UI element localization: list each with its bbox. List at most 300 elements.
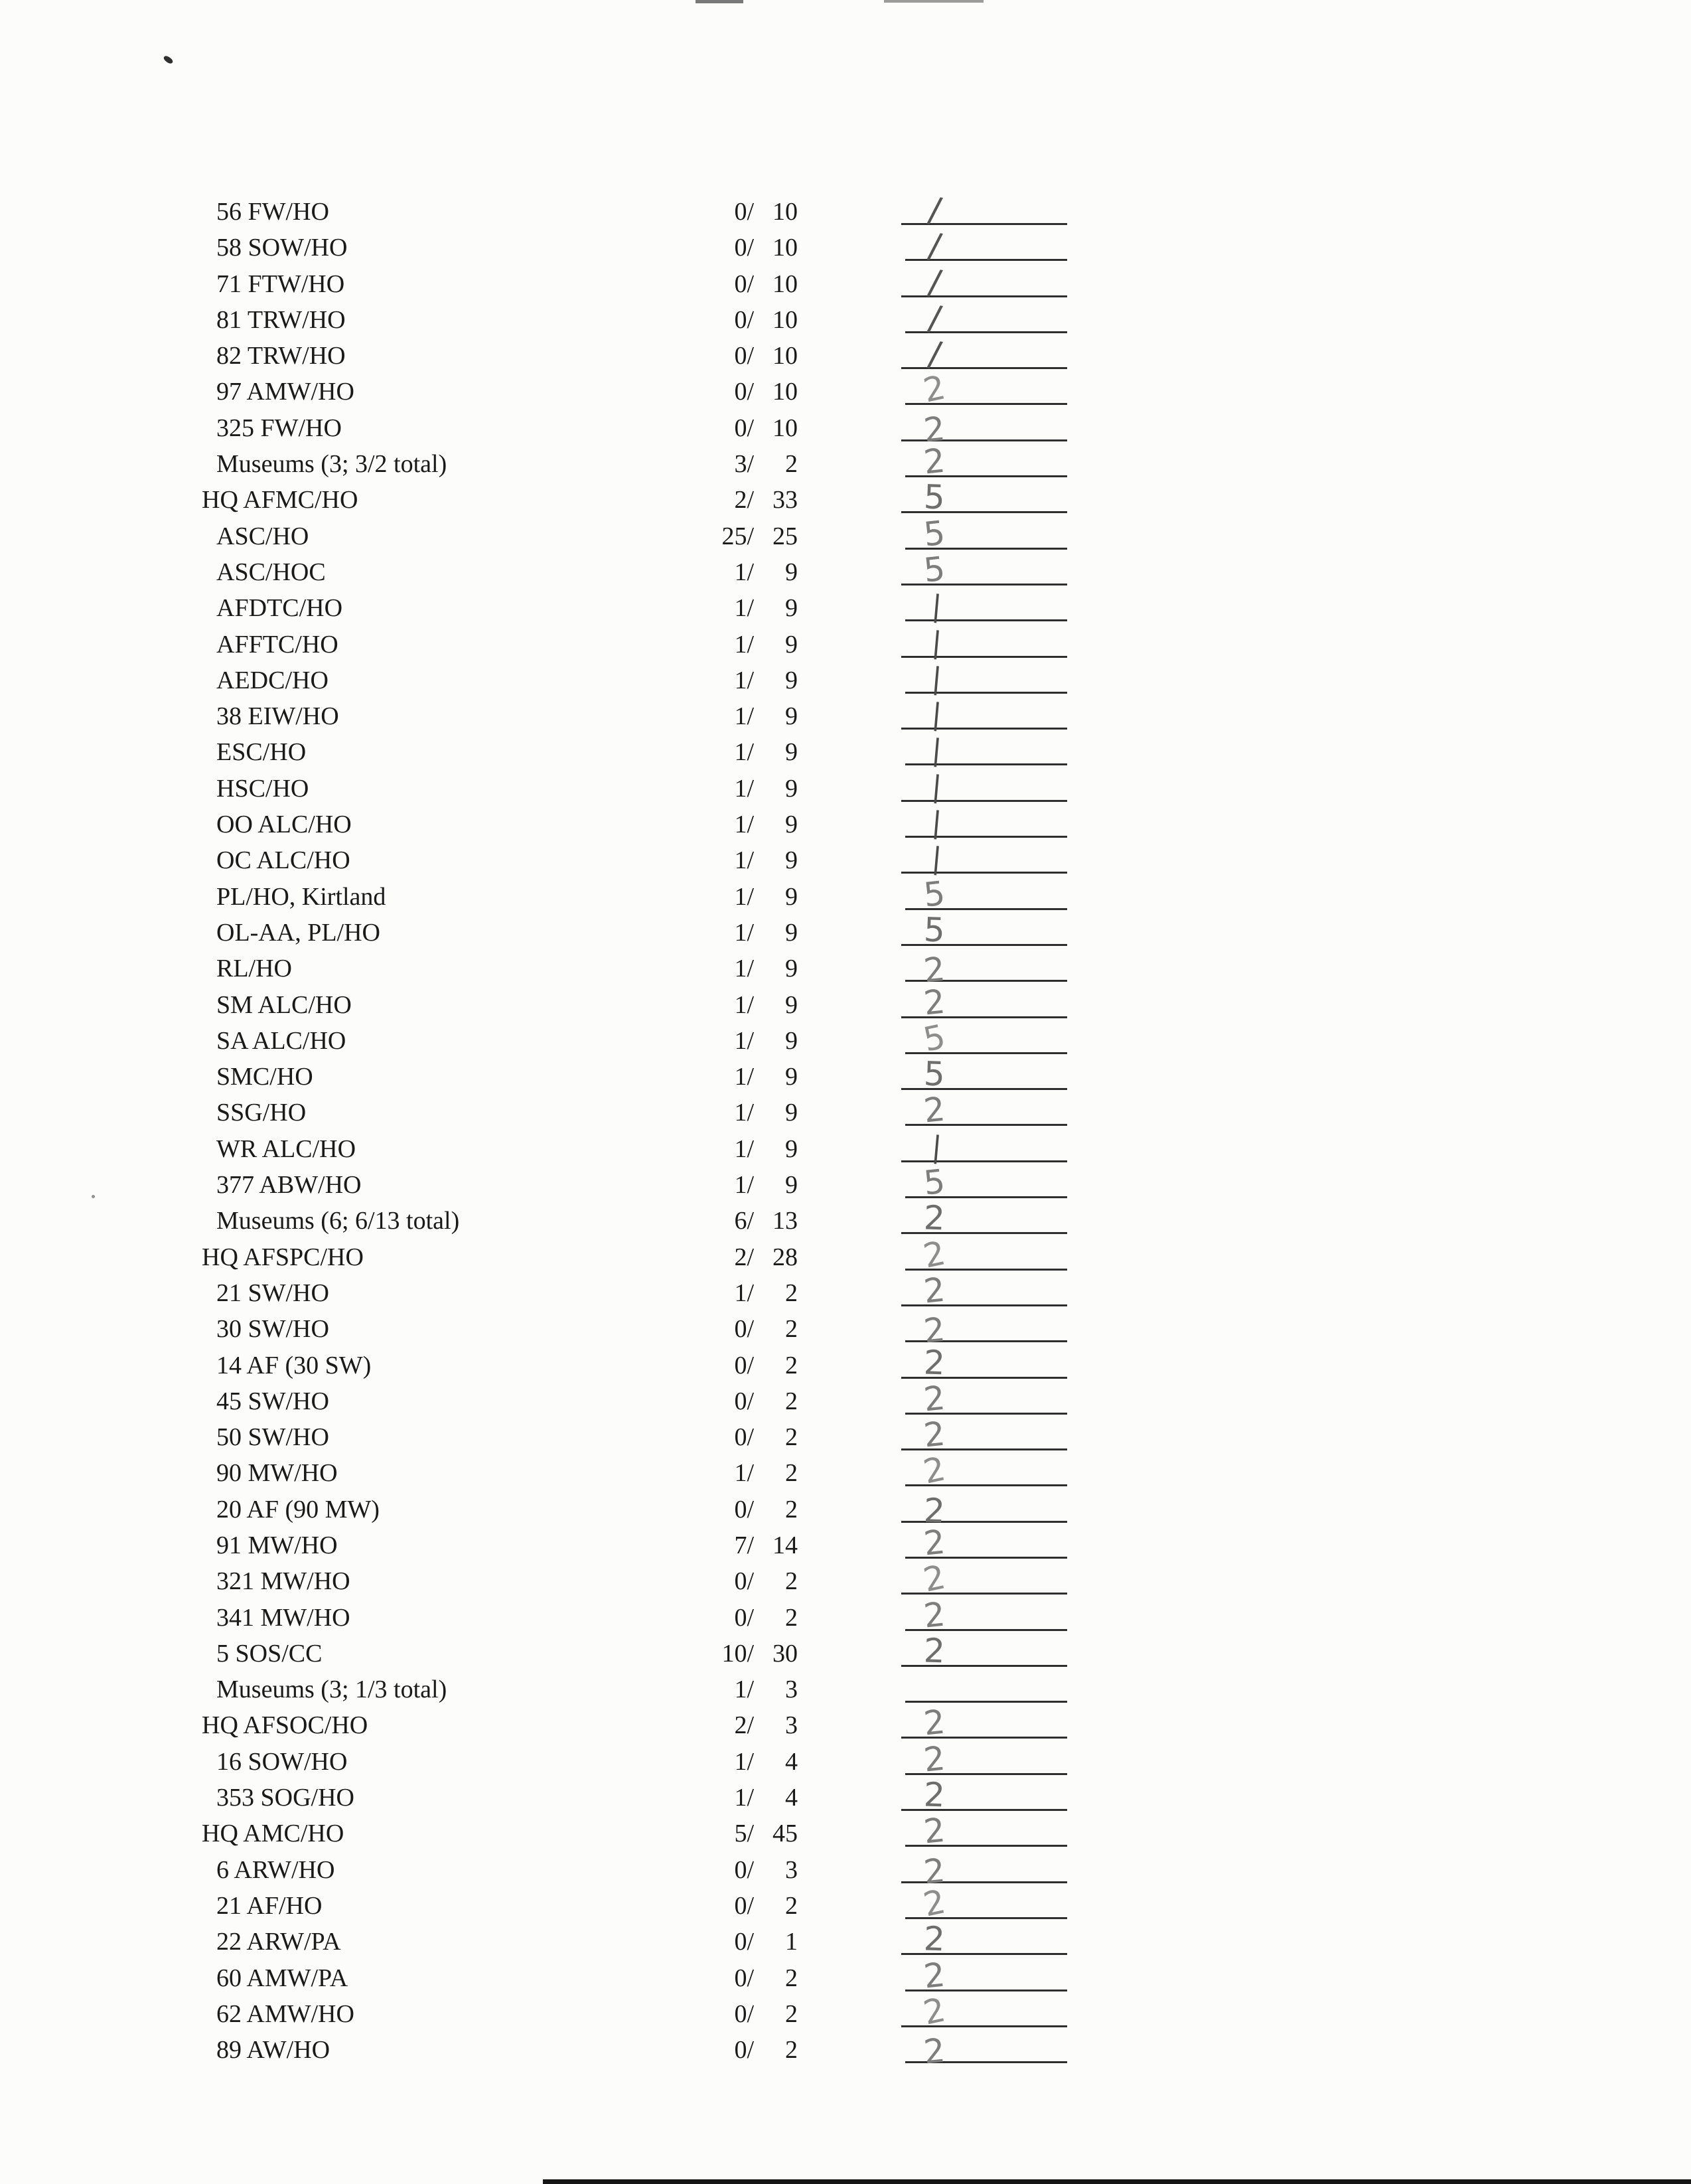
score-numerator: 0/ <box>734 1999 754 2028</box>
score-denominator: 2 <box>785 1567 798 1596</box>
score-numerator: 1/ <box>734 990 754 1019</box>
handwritten-mark: 2 <box>922 2031 947 2072</box>
score-denominator: 9 <box>785 1171 798 1200</box>
score-denominator: 2 <box>785 1459 798 1488</box>
score-numerator: 0/ <box>734 1315 754 1344</box>
score-numerator: 1/ <box>734 594 754 623</box>
score-denominator: 28 <box>772 1243 798 1271</box>
table-row <box>0 477 1691 518</box>
score-fraction <box>657 915 810 951</box>
table-row <box>0 771 1691 807</box>
score-numerator: 1/ <box>734 1134 754 1163</box>
handwritten-mark: / <box>925 189 944 232</box>
score-fraction <box>657 1348 810 1383</box>
table-row <box>0 368 1691 411</box>
score-denominator: 4 <box>785 1747 798 1776</box>
score-denominator: 9 <box>785 1099 798 1127</box>
handwritten-mark: 2 <box>920 1882 949 1924</box>
scan-edge-artifact <box>696 0 743 3</box>
handwritten-mark: / <box>925 262 944 303</box>
score-numerator: 1/ <box>734 1171 754 1200</box>
handwritten-mark: 2 <box>920 1557 949 1600</box>
score-fraction <box>657 1852 810 1888</box>
score-denominator: 45 <box>772 1820 798 1848</box>
score-fraction <box>657 842 810 878</box>
table-row <box>0 1449 1691 1492</box>
handwritten-mark: 5 <box>922 874 947 915</box>
score-fraction <box>657 1996 810 2032</box>
handwritten-mark: | <box>930 697 944 732</box>
score-denominator: 2 <box>785 1423 798 1452</box>
score-numerator: 1/ <box>734 738 754 767</box>
score-denominator: 3 <box>785 1855 798 1884</box>
table-row <box>0 1595 1691 1636</box>
table-row <box>0 1775 1691 1816</box>
fill-in-line <box>905 619 1067 621</box>
handwritten-mark: 2 <box>920 368 949 411</box>
table-row <box>0 982 1691 1023</box>
handwritten-mark: | <box>930 733 944 769</box>
table-row <box>0 1162 1691 1203</box>
handwritten-mark: 2 <box>922 1270 947 1311</box>
handwritten-mark: 5 <box>922 477 946 517</box>
table-row <box>0 1491 1691 1531</box>
score-numerator: 1/ <box>734 558 754 586</box>
table-row <box>0 1233 1691 1276</box>
table-row <box>0 262 1691 303</box>
table-row <box>0 1414 1691 1455</box>
score-denominator: 9 <box>785 738 798 767</box>
score-fraction <box>657 807 810 842</box>
score-denominator: 10 <box>772 342 798 370</box>
table-row <box>0 663 1691 698</box>
score-denominator: 9 <box>785 955 798 983</box>
unit-name: 377 ABW/HO <box>216 1171 362 1200</box>
unit-name: 58 SOW/HO <box>216 234 348 262</box>
unit-name: ASC/HO <box>216 522 309 550</box>
unit-name: 56 FW/HO <box>216 198 329 226</box>
pen-speck <box>163 54 174 64</box>
score-fraction <box>657 410 810 446</box>
handwritten-mark: | <box>930 841 944 876</box>
handwritten-mark: | <box>930 1130 944 1165</box>
score-denominator: 2 <box>785 1315 798 1344</box>
unit-name: HQ AFMC/HO <box>202 486 358 514</box>
handwritten-mark: 2 <box>922 982 947 1023</box>
handwritten-mark: 2 <box>922 1595 947 1636</box>
table-row <box>0 409 1691 450</box>
unit-name: AEDC/HO <box>216 666 329 694</box>
score-denominator: 33 <box>772 486 798 514</box>
unit-name: 97 AMW/HO <box>216 378 354 406</box>
score-denominator: 1 <box>785 1928 798 1956</box>
handwritten-mark: 2 <box>922 1089 947 1131</box>
table-row <box>0 513 1691 554</box>
score-numerator: 0/ <box>734 1603 754 1632</box>
score-fraction <box>657 627 810 663</box>
fill-in-line <box>901 656 1067 658</box>
fill-in-line <box>901 872 1067 874</box>
score-fraction <box>657 302 810 338</box>
score-numerator: 1/ <box>734 630 754 659</box>
score-denominator: 14 <box>772 1531 798 1559</box>
score-fraction <box>657 1780 810 1816</box>
table-row <box>0 1955 1691 1996</box>
unit-name: 341 MW/HO <box>216 1603 350 1632</box>
score-fraction <box>657 1059 810 1095</box>
score-fraction <box>657 374 810 410</box>
unit-name: 21 AF/HO <box>216 1891 323 1920</box>
handwritten-mark: / <box>925 226 944 268</box>
handwritten-mark: 5 <box>922 1162 947 1203</box>
handwritten-mark: / <box>925 297 944 339</box>
score-numerator: 0/ <box>734 305 754 334</box>
table-row <box>0 1810 1691 1851</box>
score-denominator: 25 <box>772 522 798 550</box>
score-numerator: 2/ <box>734 486 754 514</box>
score-denominator: 2 <box>785 1351 798 1379</box>
fill-in-line <box>901 728 1067 730</box>
handwritten-mark: 5 <box>922 910 946 950</box>
table-row <box>0 1522 1691 1563</box>
score-fraction <box>657 1275 810 1311</box>
table-row <box>0 910 1691 951</box>
table-row <box>0 1882 1691 1924</box>
score-numerator: 1/ <box>734 1459 754 1488</box>
score-numerator: 0/ <box>734 1387 754 1415</box>
table-row <box>0 1990 1691 2033</box>
unit-name: RL/HO <box>216 955 292 983</box>
unit-name: AFDTC/HO <box>216 594 343 623</box>
score-fraction <box>657 698 810 734</box>
table-row <box>0 734 1691 770</box>
table-row <box>0 1557 1691 1600</box>
table-row <box>0 590 1691 626</box>
handwritten-mark: 2 <box>922 1851 947 1892</box>
score-denominator: 9 <box>785 630 798 659</box>
unit-name: HQ AMC/HO <box>202 1820 344 1848</box>
score-fraction <box>657 1492 810 1527</box>
score-fraction <box>657 1816 810 1851</box>
table-row <box>0 1054 1691 1095</box>
table-row <box>0 807 1691 842</box>
score-numerator: 0/ <box>734 378 754 406</box>
handwritten-mark: 2 <box>922 1310 947 1351</box>
score-numerator: 1/ <box>734 846 754 875</box>
unit-name: OO ALC/HO <box>216 811 352 839</box>
score-fraction <box>657 1131 810 1167</box>
table-row <box>0 189 1691 232</box>
score-numerator: 5/ <box>734 1820 754 1848</box>
table-row <box>0 297 1691 339</box>
table-row <box>0 842 1691 878</box>
handwritten-mark: 2 <box>922 1342 946 1383</box>
score-numerator: 0/ <box>734 1423 754 1452</box>
score-fraction <box>657 951 810 986</box>
score-numerator: 0/ <box>734 1891 754 1920</box>
handwritten-mark: 2 <box>922 1739 947 1780</box>
unit-name: PL/HO, Kirtland <box>216 882 386 911</box>
score-fraction <box>657 554 810 590</box>
unit-name: 91 MW/HO <box>216 1531 338 1559</box>
score-denominator: 10 <box>772 234 798 262</box>
score-denominator: 4 <box>785 1784 798 1812</box>
table-row <box>0 1198 1691 1239</box>
score-fraction <box>657 1672 810 1707</box>
fill-in-line <box>905 1701 1067 1703</box>
unit-name: SMC/HO <box>216 1063 313 1091</box>
score-denominator: 2 <box>785 450 798 479</box>
handwritten-mark: 2 <box>922 441 947 482</box>
score-numerator: 1/ <box>734 774 754 803</box>
score-denominator: 2 <box>785 1999 798 2028</box>
handwritten-mark: 2 <box>922 1631 946 1671</box>
score-fraction <box>657 1563 810 1599</box>
unit-name: 50 SW/HO <box>216 1423 329 1452</box>
table-row <box>0 1131 1691 1167</box>
score-fraction <box>657 1311 810 1347</box>
handwritten-mark: 2 <box>920 1990 949 2033</box>
handwritten-mark: 2 <box>920 1233 949 1276</box>
table-row <box>0 1919 1691 1960</box>
score-denominator: 3 <box>785 1676 798 1704</box>
score-fraction <box>657 482 810 518</box>
unit-name: OC ALC/HO <box>216 846 350 875</box>
unit-name: 62 AMW/HO <box>216 1999 354 2028</box>
unit-name: 22 ARW/PA <box>216 1928 341 1956</box>
unit-name: 81 TRW/HO <box>216 305 346 334</box>
score-numerator: 1/ <box>734 1063 754 1091</box>
score-numerator: 0/ <box>734 1928 754 1956</box>
table-row <box>0 874 1691 915</box>
unit-name: 90 MW/HO <box>216 1459 338 1488</box>
unit-name: ASC/HOC <box>216 558 326 586</box>
score-numerator: 2/ <box>734 1243 754 1271</box>
handwritten-mark: 2 <box>922 1522 947 1563</box>
handwritten-mark: 2 <box>922 409 947 450</box>
unit-name: OL-AA, PL/HO <box>216 918 380 947</box>
score-numerator: 1/ <box>734 1279 754 1307</box>
score-denominator: 2 <box>785 1603 798 1632</box>
score-numerator: 1/ <box>734 1026 754 1055</box>
score-numerator: 1/ <box>734 1784 754 1812</box>
handwritten-mark: 2 <box>922 1378 947 1419</box>
score-numerator: 2/ <box>734 1711 754 1740</box>
unit-name: 16 SOW/HO <box>216 1747 348 1776</box>
score-numerator: 3/ <box>734 450 754 479</box>
handwritten-mark: | <box>930 769 944 805</box>
handwritten-mark: | <box>930 625 944 661</box>
unit-name: Museums (3; 1/3 total) <box>216 1676 447 1704</box>
score-denominator: 10 <box>772 270 798 298</box>
score-numerator: 0/ <box>734 234 754 262</box>
score-numerator: 1/ <box>734 811 754 839</box>
score-denominator: 9 <box>785 1063 798 1091</box>
unit-name: 5 SOS/CC <box>216 1639 323 1668</box>
scan-bottom-edge <box>543 2179 1691 2184</box>
table-row <box>0 698 1691 734</box>
score-fraction <box>657 771 810 807</box>
handwritten-mark: 2 <box>922 1810 947 1851</box>
handwritten-mark: 5 <box>922 513 947 554</box>
table-row <box>0 1017 1691 1059</box>
table-row <box>0 1739 1691 1780</box>
unit-name: SA ALC/HO <box>216 1026 346 1055</box>
score-numerator: 25/ <box>721 522 754 550</box>
table-row <box>0 1631 1691 1672</box>
score-numerator: 1/ <box>734 1747 754 1776</box>
score-fraction <box>657 734 810 770</box>
score-fraction <box>657 1888 810 1924</box>
score-numerator: 0/ <box>734 1351 754 1379</box>
score-fraction <box>657 2032 810 2068</box>
handwritten-mark: / <box>925 334 944 376</box>
score-numerator: 0/ <box>734 1567 754 1596</box>
unit-name: 325 FW/HO <box>216 414 342 442</box>
table-row <box>0 1342 1691 1383</box>
scan-edge-artifact <box>884 0 984 3</box>
score-numerator: 0/ <box>734 270 754 298</box>
handwritten-mark: 5 <box>922 549 947 590</box>
score-fraction <box>657 1203 810 1239</box>
score-fraction <box>657 879 810 915</box>
score-numerator: 0/ <box>734 1495 754 1523</box>
score-fraction <box>657 518 810 554</box>
fill-in-line <box>905 836 1067 838</box>
unit-name: SSG/HO <box>216 1099 307 1127</box>
table-row <box>0 627 1691 663</box>
score-denominator: 13 <box>772 1207 798 1235</box>
unit-name: 71 FTW/HO <box>216 270 345 298</box>
score-denominator: 9 <box>785 558 798 586</box>
handwritten-mark: 2 <box>922 1919 946 1959</box>
score-fraction <box>657 663 810 698</box>
handwritten-mark: 5 <box>920 1017 949 1059</box>
score-numerator: 0/ <box>734 2036 754 2065</box>
score-denominator: 9 <box>785 702 798 731</box>
unit-name: 6 ARW/HO <box>216 1855 335 1884</box>
score-numerator: 1/ <box>734 702 754 731</box>
score-numerator: 10/ <box>721 1639 754 1668</box>
score-numerator: 0/ <box>734 1964 754 1992</box>
fill-in-line <box>901 800 1067 802</box>
score-denominator: 9 <box>785 990 798 1019</box>
fill-in-line <box>905 692 1067 694</box>
unit-name: 82 TRW/HO <box>216 342 346 370</box>
handwritten-mark: 2 <box>922 1955 947 1996</box>
score-numerator: 1/ <box>734 1099 754 1127</box>
table-row <box>0 1672 1691 1707</box>
score-denominator: 9 <box>785 1134 798 1163</box>
score-fraction <box>657 1600 810 1636</box>
score-denominator: 9 <box>785 882 798 911</box>
unit-name: 30 SW/HO <box>216 1315 329 1344</box>
table-row <box>0 334 1691 376</box>
unit-name: HQ AFSPC/HO <box>202 1243 364 1271</box>
unit-name: 21 SW/HO <box>216 1279 329 1307</box>
score-numerator: 0/ <box>734 414 754 442</box>
table-row <box>0 549 1691 590</box>
unit-name: ESC/HO <box>216 738 307 767</box>
unit-name: 45 SW/HO <box>216 1387 329 1415</box>
score-fraction <box>657 1707 810 1743</box>
handwritten-mark: 2 <box>922 949 947 990</box>
score-fraction <box>657 1960 810 1996</box>
score-denominator: 2 <box>785 1387 798 1415</box>
score-denominator: 9 <box>785 666 798 694</box>
score-fraction <box>657 1636 810 1672</box>
score-denominator: 9 <box>785 811 798 839</box>
table-row <box>0 1270 1691 1311</box>
score-fraction <box>657 194 810 230</box>
score-fraction <box>657 266 810 302</box>
handwritten-mark: 2 <box>922 1775 946 1815</box>
score-denominator: 2 <box>785 2036 798 2065</box>
unit-name: AFFTC/HO <box>216 630 338 659</box>
score-numerator: 1/ <box>734 882 754 911</box>
score-numerator: 0/ <box>734 342 754 370</box>
handwritten-mark: 2 <box>922 1414 947 1455</box>
score-fraction <box>657 1419 810 1455</box>
score-denominator: 10 <box>772 414 798 442</box>
score-denominator: 9 <box>785 774 798 803</box>
score-denominator: 2 <box>785 1891 798 1920</box>
score-fraction <box>657 1744 810 1780</box>
handwritten-mark: | <box>930 661 944 696</box>
score-fraction <box>657 1023 810 1059</box>
unit-name: Museums (3; 3/2 total) <box>216 450 447 479</box>
score-fraction <box>657 590 810 626</box>
table-row <box>0 1851 1691 1892</box>
score-denominator: 2 <box>785 1495 798 1523</box>
score-numerator: 7/ <box>734 1531 754 1559</box>
rows <box>0 189 1691 2072</box>
score-numerator: 6/ <box>734 1207 754 1235</box>
score-denominator: 30 <box>772 1639 798 1668</box>
score-fraction <box>657 338 810 374</box>
unit-name: 20 AF (90 MW) <box>216 1495 380 1523</box>
score-numerator: 0/ <box>734 1855 754 1884</box>
handwritten-mark: 2 <box>922 1702 947 1743</box>
score-numerator: 1/ <box>734 918 754 947</box>
handwritten-mark: 2 <box>922 1198 946 1238</box>
unit-name: Museums (6; 6/13 total) <box>216 1207 460 1235</box>
score-denominator: 10 <box>772 305 798 334</box>
score-denominator: 3 <box>785 1711 798 1740</box>
table-row <box>0 2031 1691 2072</box>
score-fraction <box>657 1239 810 1275</box>
score-fraction <box>657 1383 810 1419</box>
score-fraction <box>657 230 810 266</box>
score-numerator: 0/ <box>734 198 754 226</box>
handwritten-mark: 2 <box>922 1491 946 1531</box>
table-row <box>0 1089 1691 1131</box>
table-row <box>0 441 1691 482</box>
unit-name: 38 EIW/HO <box>216 702 339 731</box>
unit-name: SM ALC/HO <box>216 990 352 1019</box>
score-denominator: 10 <box>772 198 798 226</box>
handwritten-mark: 2 <box>920 1449 949 1492</box>
unit-name: HQ AFSOC/HO <box>202 1711 368 1740</box>
unit-name: HSC/HO <box>216 774 309 803</box>
unit-name: 60 AMW/PA <box>216 1964 348 1992</box>
score-fraction <box>657 446 810 482</box>
score-fraction <box>657 1167 810 1203</box>
score-fraction <box>657 1455 810 1491</box>
fill-in-line <box>901 1160 1067 1162</box>
score-denominator: 10 <box>772 378 798 406</box>
table-row <box>0 226 1691 268</box>
